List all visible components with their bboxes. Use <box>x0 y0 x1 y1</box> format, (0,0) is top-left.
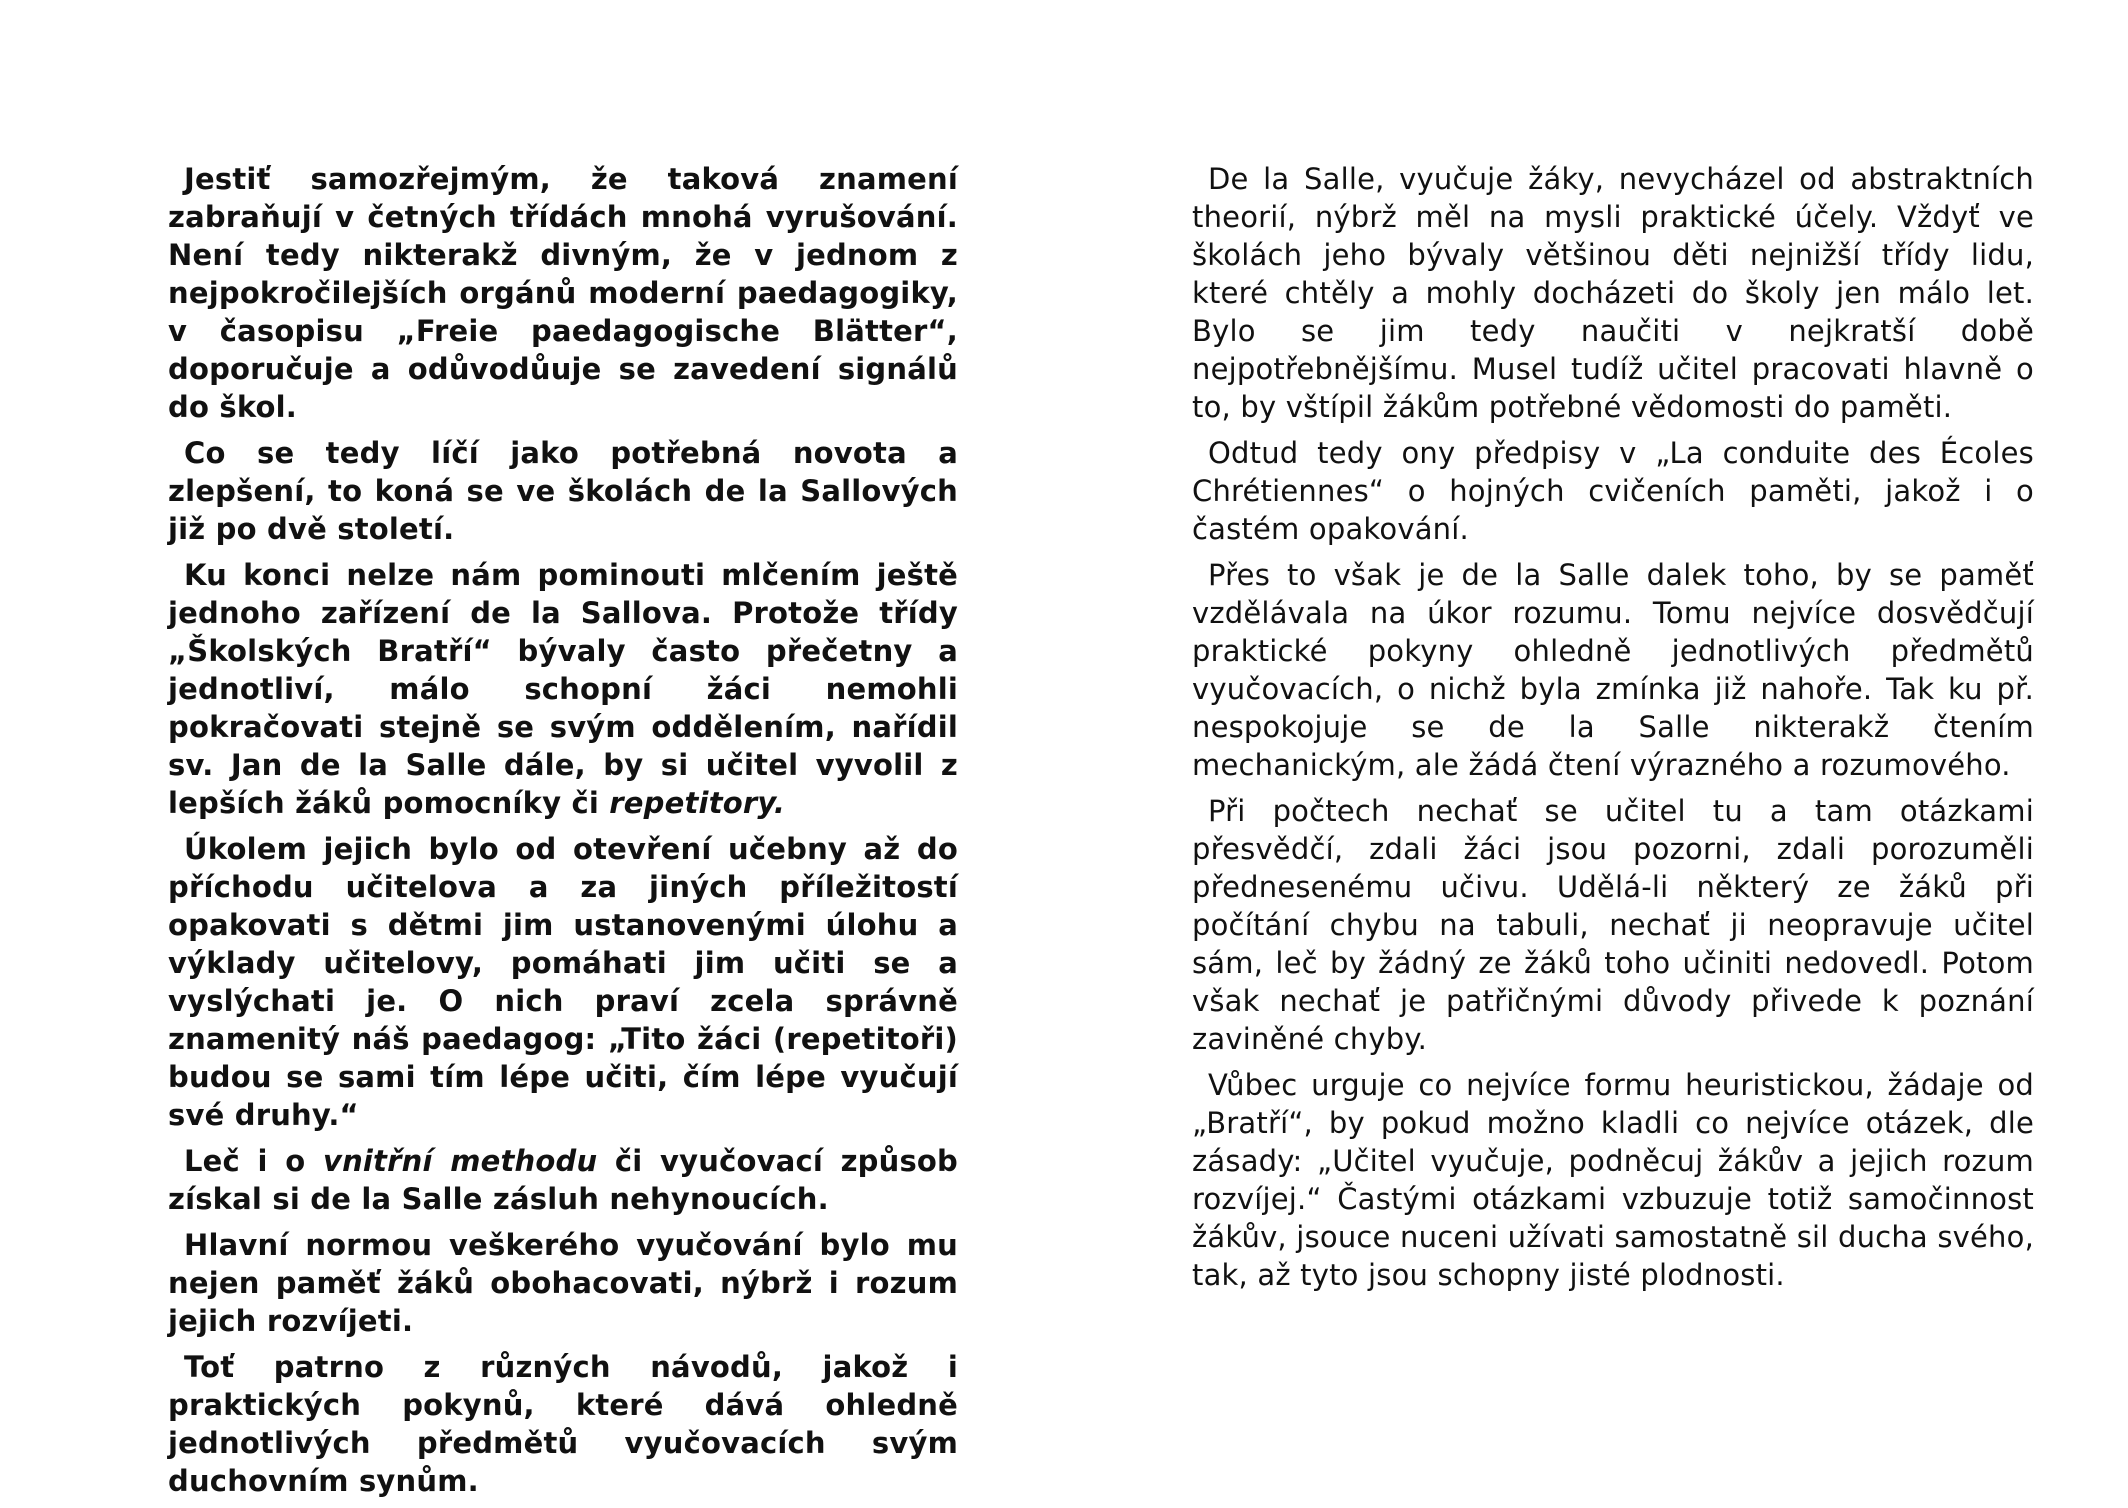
left-paragraph-6: Hlavní normou veškerého vyučování bylo mu nejen paměť žáků obohacovati, nýbrž i rozum jejich rozvíjeti. <box>168 1228 958 1338</box>
right-page <box>1192 160 2034 1302</box>
left-paragraph-5: Leč i o vnitřní methodu či vyučovací způsob získal si de la Salle zásluh nehynoucích. <box>168 1144 959 1216</box>
left-paragraph-2: Co se tedy líčí jako potřebná novota a zlepšení, to koná se ve školách de la Sallových již po dvě století. <box>168 436 958 546</box>
left-paragraph-7: Toť patrno z různých návodů, jakož i praktických pokynů, které dává ohledně jednotlivých předmětů vyučovacích svým duchovním synům. <box>168 1350 958 1498</box>
left-page <box>168 160 958 1508</box>
italic-term-repetitory: repetitory. <box>609 786 786 820</box>
left-paragraph-1: Jestiť samozřejmým, že taková znamení zabraňují v četných třídách mnohá vyrušování. Není tedy nikterakž divným, že v jednom z nejpokročilejších orgánů moderní paedagogiky, v časopisu „Freie paedagogische Blätter“, doporučuje a odůvodůuje se zavedení signálů do škol. <box>168 162 958 424</box>
right-paragraph-4: Při počtech nechať se učitel tu a tam otázkami přesvědčí, zdali žáci jsou pozorni, zdali porozuměli přednesenému učivu. Udělá-li některý ze žáků při počítání chybu na tabuli, nechať ji neopravuje učitel sám, leč by žádný ze žáků toho učiniti nedovedl. Potom však nechať je patřičnými důvody přivede k poznání zaviněné chyby. <box>1192 794 2034 1056</box>
left-paragraph-3: Ku konci nelze nám pominouti mlčením ještě jednoho zařízení de la Sallova. Protože třídy „Školských Bratří“ bývaly často přečetny a jednotliví, málo schopní žáci nemohli pokračovati stejně se svým oddělením, nařídil sv. Jan de la Salle dále, by si učitel vyvolil z lepších žáků pomocníky či repetitory. <box>168 558 958 820</box>
italic-term-method: vnitřní methodu <box>322 1144 598 1178</box>
right-paragraph-5: Vůbec urguje co nejvíce formu heuristickou, žádaje od „Bratří“, by pokud možno kladli co nejvíce otázek, dle zásady: „Učitel vyučuje, podněcuj žákův a jejich rozum rozvíjej.“ Častými otázkami vzbuzuje totiž samočinnost žákův, jsouce nuceni užívati samostatně sil ducha svého, tak, až tyto jsou schopny jisté plodnosti. <box>1192 1068 2034 1292</box>
right-paragraph-3: Přes to však je de la Salle dalek toho, by se paměť vzdělávala na úkor rozumu. Tomu nejvíce dosvědčují praktické pokyny ohledně jednotlivých předmětů vyučovacích, o nichž byla zmínka již nahoře. Tak ku př. nespokojuje se de la Salle nikterakž čtením mechanickým, ale žádá čtení výrazného a rozumového. <box>1192 558 2034 782</box>
left-paragraph-4: Úkolem jejich bylo od otevření učebny až do příchodu učitelova a za jiných příležitostí opakovati s dětmi jim ustanovenými úlohu a výklady učitelovy, pomáhati jim učiti se a vyslýchati je. O nich praví zcela správně znamenitý náš paedagog: „Tito žáci (repetitoři) budou se sami tím lépe učiti, čím lépe vyučují své druhy.“ <box>168 832 958 1132</box>
right-paragraph-2: Odtud tedy ony předpisy v „La conduite des Écoles Chrétiennes“ o hojných cvičeních paměti, jakož i o častém opakování. <box>1192 436 2034 546</box>
right-paragraph-1: De la Salle, vyučuje žáky, nevycházel od abstraktních theorií, nýbrž měl na mysli praktické účely. Vždyť ve školách jeho bývaly většinou děti nejnižší třídy lidu, které chtěly a mohly docházeti do školy jen málo let. Bylo se jim tedy naučiti v nejkratší době nejpotřebnějšímu. Musel tudíž učitel pracovati hlavně o to, by vštípil žákům potřebné vědomosti do paměti. <box>1192 162 2034 424</box>
